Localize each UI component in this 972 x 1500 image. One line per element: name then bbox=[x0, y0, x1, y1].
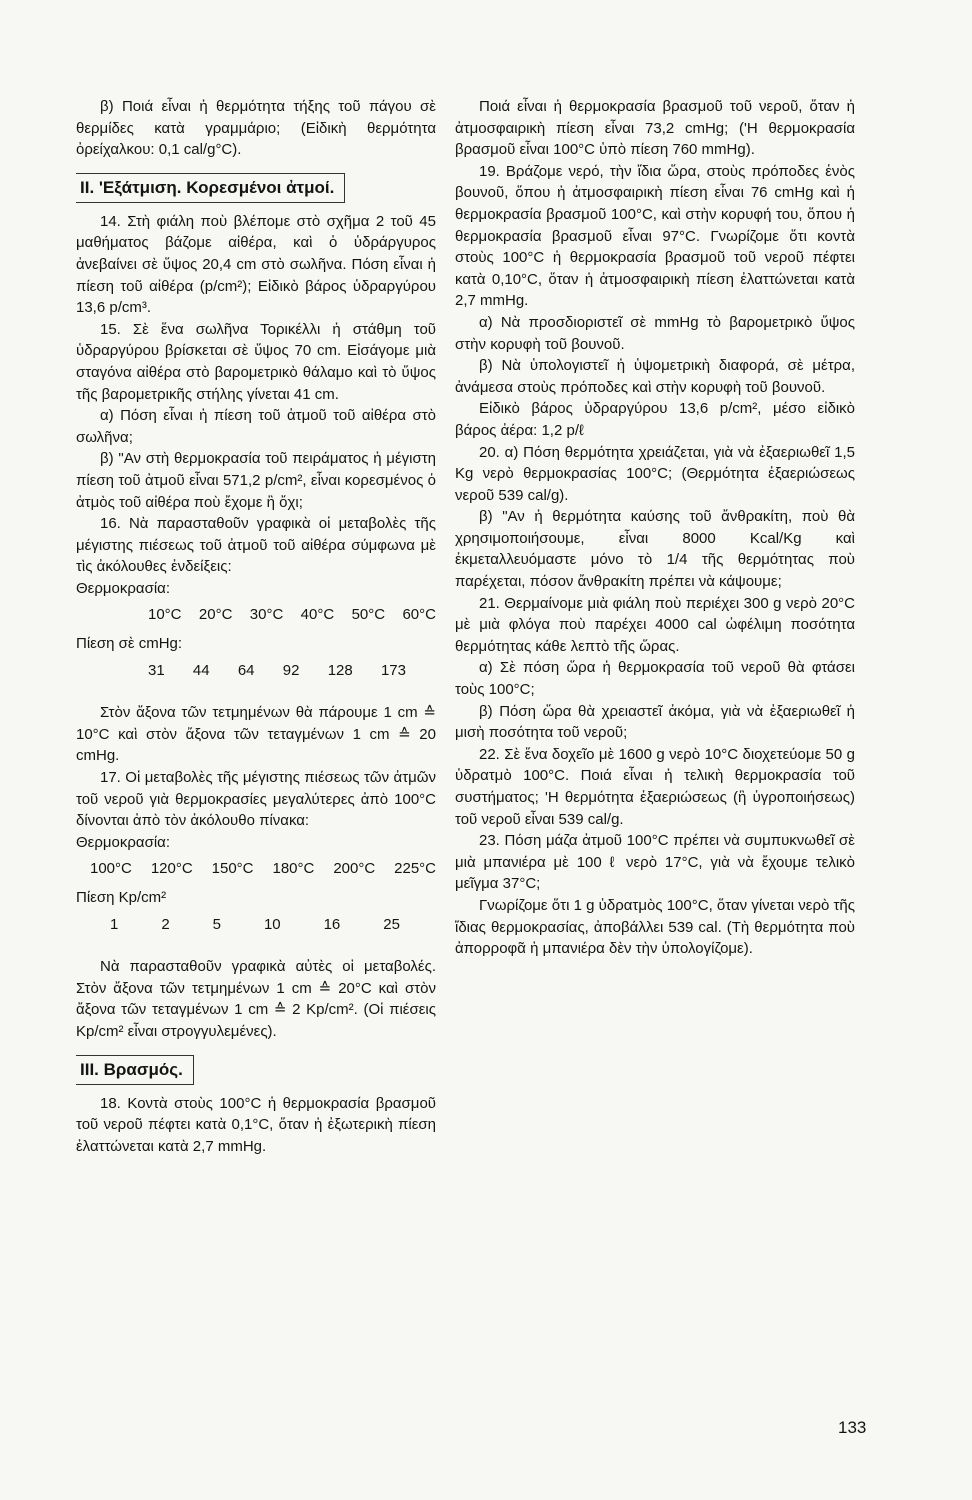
table1-temps-row bbox=[76, 604, 436, 626]
problem-19a: α) Νὰ προσδιοριστεῖ σὲ mmHg τὸ βαρομετρικὸ ὕψος στὴν κορυφὴ τοῦ βουνοῦ. bbox=[455, 313, 855, 353]
table2-temps-row bbox=[76, 858, 436, 880]
table2-temp: 150°C bbox=[211, 860, 254, 878]
table1-temp: 30°C bbox=[249, 606, 284, 624]
table2-temp: 225°C bbox=[394, 860, 436, 878]
problem-17-scale: Νὰ παρασταθοῦν γραφικὰ αὐτὲς οἱ μεταβολές. Στὸν ἄξονα τῶν τετμημένων 1 cm ≙ 20°C καὶ στὸν ἄξονα τῶν τεταγμένων 1 cm ≙ 2 Kp/cm². (Οἱ πιέσεις Kp/cm² εἶναι στρογγυλεμένες). bbox=[76, 958, 436, 1040]
table2-pressure: 10 bbox=[263, 915, 281, 933]
table2-temp: 200°C bbox=[333, 860, 376, 878]
problem-16: 16. Νὰ παρασταθοῦν γραφικὰ οἱ μεταβολὲς τῆς μέγιστης πιέσεως τοῦ ἀτμοῦ τοῦ αἰθέρα σύμφωνα μὲ τὶς ἀκόλουθες ἐνδείξεις: bbox=[76, 515, 436, 576]
problem-15a: α) Πόση εἶναι ἡ πίεση τοῦ ἀτμοῦ τοῦ αἰθέρα στὸ σωλῆνα; bbox=[76, 407, 436, 446]
table2-pressure: 1 bbox=[110, 915, 119, 933]
table2-pressure-row bbox=[76, 914, 436, 936]
problem-15: 15. Σὲ ἕνα σωλῆνα Τορικέλλι ἡ στάθμη τοῦ ὑδραργύρου βρίσκεται σὲ ὕψος 70 cm. Εἰσάγομε μιὰ σταγόνα αἰθέρα στὸ βαρομετρικὸ θάλαμο καὶ τὸ ὕψος τῆς βαρομετρικῆς στήλης γίνεται 41 cm. bbox=[76, 320, 436, 403]
table1-temp-label: Θερμοκρασία: bbox=[76, 579, 171, 597]
left-column bbox=[76, 96, 436, 1157]
section-heading-boiling bbox=[76, 1055, 194, 1085]
table2-pressure-label: Πίεση Kp/cm² bbox=[76, 889, 167, 906]
problem-17: 17. Οἱ μεταβολὲς τῆς μέγιστης πιέσεως τῶν ἀτμῶν τοῦ νεροῦ γιὰ θερμοκρασίες μεγαλύτερες ἀπὸ 100°C δίνονται ἀπὸ τὸν ἀκόλουθο πίνακα: bbox=[76, 769, 436, 830]
table2-temp-label: Θερμοκρασία: bbox=[76, 833, 171, 851]
table1-pressure: 31 bbox=[148, 661, 165, 679]
problem-21: 21. Θερμαίνομε μιὰ φιάλη ποὺ περιέχει 300 g νερὸ 20°C μὲ μιὰ φλόγα ποὺ παρέχει 4000 cal ὠφέλιμη ποσότητα θερμότητας κάθε λεπτὸ τῆς ὥρας. bbox=[455, 594, 855, 655]
problem-14: 14. Στὴ φιάλη ποὺ βλέπομε στὸ σχῆμα 2 τοῦ 45 μαθήματος βάζομε αἰθέρα, καὶ ὁ ὑδράργυρος ἀνεβαίνει σὲ ὕψος 20,4 cm στὸ σωλῆνα. Πόση εἶναι ἡ πίεση τοῦ αἰθέρα (p/cm²); Εἰδικὸ βάρος ὑδραργύρου 13,6 p/cm³. bbox=[76, 212, 436, 317]
problem-20b: β) "Αν ἡ θερμότητα καύσης τοῦ ἄνθρακίτη, ποὺ θὰ χρησιμοποιήσουμε, εἶναι 8000 Kcal/Kg καὶ ἐκμεταλλευόμαστε μόνο τὸ 1/4 τῆς θερμότητας ποὺ παρέχεται, πόσον ἄνθρακίτη πρέπει νὰ κάψουμε; bbox=[455, 508, 855, 591]
problem-21a: α) Σὲ πόση ὥρα ἡ θερμοκρασία τοῦ νεροῦ θὰ φτάσει τοὺς 100°C; bbox=[455, 659, 855, 699]
section-heading-evaporation bbox=[76, 173, 345, 203]
table1-temp: 40°C bbox=[300, 606, 335, 624]
table2-temp: 100°C bbox=[90, 860, 132, 878]
table1-pressure: 128 bbox=[327, 661, 353, 679]
table1-pressure: 44 bbox=[192, 661, 210, 679]
table1-pressure: 173 bbox=[380, 661, 406, 679]
table1-temp: 10°C bbox=[148, 606, 182, 624]
table2-pressure: 5 bbox=[212, 915, 221, 933]
table2-pressure: 16 bbox=[323, 915, 341, 933]
problem-23-note: Γνωρίζομε ὅτι 1 g ὑδρατμὸς 100°C, ὅταν γίνεται νερὸ τῆς ἴδιας θερμοκρασίας, ἀποβάλλει 539 cal. (Τὴ θερμότητα ποὺ ἀπορροφᾶ ἡ μπανιέρα δὲν τὴν ὑπολογίζομε). bbox=[455, 896, 855, 958]
problem-21b: β) Πόση ὥρα θὰ χρειαστεῖ ἀκόμα, γιὰ νὰ ἐξαεριωθεῖ ἡ μισὴ ποσότητα τοῦ νεροῦ; bbox=[455, 702, 855, 742]
section-heading-text: III. Βρασμός. bbox=[80, 1059, 183, 1079]
problem-23: 23. Πόση μάζα ἀτμοῦ 100°C πρέπει νὰ συμπυκνωθεῖ σὲ μιὰ μπανιέρα μὲ 100 ℓ νερὸ 17°C, γιὰ νὰ ἔχουμε τελικὸ μεῖγμα 37°C; bbox=[455, 832, 855, 893]
section-heading-text: II. 'Εξάτμιση. Κορεσμένοι ἀτμοί. bbox=[80, 177, 335, 197]
table2-pressure: 2 bbox=[161, 915, 170, 933]
page-number: 133 bbox=[838, 1418, 867, 1437]
problem-19-data: Εἰδικὸ βάρος ὑδραργύρου 13,6 p/cm², μέσο εἰδικὸ βάρος ἀέρα: 1,2 p/ℓ bbox=[455, 400, 855, 439]
table1-pressure-label: Πίεση σὲ cmHg: bbox=[76, 635, 183, 653]
right-column bbox=[455, 96, 855, 960]
problem-18-continued: Ποιά εἶναι ἡ θερμοκρασία βρασμοῦ τοῦ νεροῦ, ὅταν ἡ ἀτμοσφαιρικὴ πίεση εἶναι 73,2 cmHg; ('Η θερμοκρασία βρασμοῦ εἶναι 100°C ὑπὸ πίεση 760 mmHg). bbox=[455, 98, 855, 159]
table1-pressure-row bbox=[76, 660, 436, 682]
table1-temp: 20°C bbox=[198, 606, 233, 624]
problem-18: 18. Κοντὰ στοὺς 100°C ἡ θερμοκρασία βρασμοῦ τοῦ νεροῦ πέφτει κατὰ 0,1°C, ὅταν ἡ ἐξωτερικὴ πίεση ἐλαττώνεται κατὰ 2,7 mmHg. bbox=[76, 1094, 436, 1155]
problem-16-scale: Στὸν ἄξονα τῶν τετμημένων θὰ πάρουμε 1 cm ≙ 10°C καὶ στὸν ἄξονα τῶν τεταγμένων 1 cm ≙ 20 cmHg. bbox=[76, 704, 436, 765]
table2-pressure: 25 bbox=[383, 915, 400, 933]
problem-19b: β) Νὰ ὑπολογιστεῖ ἡ ὑψομετρικὴ διαφορά, σὲ μέτρα, ἀνάμεσα στοὺς πρόποδες καὶ στὴν κορυφὴ τοῦ βουνοῦ. bbox=[455, 357, 855, 396]
table2-temp: 120°C bbox=[150, 860, 193, 878]
table1-pressure: 64 bbox=[237, 661, 255, 679]
table1-temp: 50°C bbox=[351, 606, 386, 624]
problem-15b: β) "Αν στὴ θερμοκρασία τοῦ πειράματος ἡ μέγιστη πίεση τοῦ ἀτμοῦ εἶναι 571,2 p/cm², εἶναι κορεσμένος ὁ ἀτμὸς τοῦ αἰθέρα ποὺ ἔχομε ἢ ὄχι; bbox=[76, 450, 436, 511]
table2-temp: 180°C bbox=[272, 860, 315, 878]
paragraph-13b: β) Ποιά εἶναι ἡ θερμότητα τήξης τοῦ πάγου σὲ θερμίδες κατὰ γραμμάριο; (Εἰδικὴ θερμότητα ὀρείχαλκου: 0,1 cal/g°C). bbox=[76, 98, 436, 159]
problem-19: 19. Βράζομε νερό, τὴν ἴδια ὥρα, στοὺς πρόποδες ἑνὸς βουνοῦ, ὅπου ἡ ἀτμοσφαιρικὴ πίεση εἶναι 76 cmHg καὶ ἡ θερμοκρασία βρασμοῦ 100°C, καὶ στὴν κορυφή του, ὅπου ἡ θερμοκρασία βρασμοῦ εἶναι 97°C. Γνωρίζομε ὅτι κοντὰ στοὺς 100°C ἡ θερμοκρασία βρασμοῦ τοῦ νεροῦ πέφτει κατὰ 0,10°C, ὅταν ἡ ἀτμοσφαιρικὴ πίεση ἐλαττώνεται κατὰ 2,7 mmHg. bbox=[455, 162, 855, 310]
problem-22: 22. Σὲ ἕνα δοχεῖο μὲ 1600 g νερὸ 10°C διοχετεύομε 50 g ὑδρατμὸ 100°C. Ποιά εἶναι ἡ τελικὴ θερμοκρασία τοῦ συστήματος; 'Η θερμότητα ἐξαεριώσεως (ἢ ὑγροποιήσεως) τοῦ νεροῦ εἶναι 539 cal/g. bbox=[455, 745, 855, 828]
table1-temp: 60°C bbox=[402, 606, 436, 624]
problem-20a: 20. α) Πόση θερμότητα χρειάζεται, γιὰ νὰ ἐξαεριωθεῖ 1,5 Kg νερὸ θερμοκρασίας 100°C; (Θερμότητα ἐξαεριώσεως νεροῦ 539 cal/g). bbox=[455, 443, 855, 504]
table1-pressure: 92 bbox=[282, 661, 300, 679]
